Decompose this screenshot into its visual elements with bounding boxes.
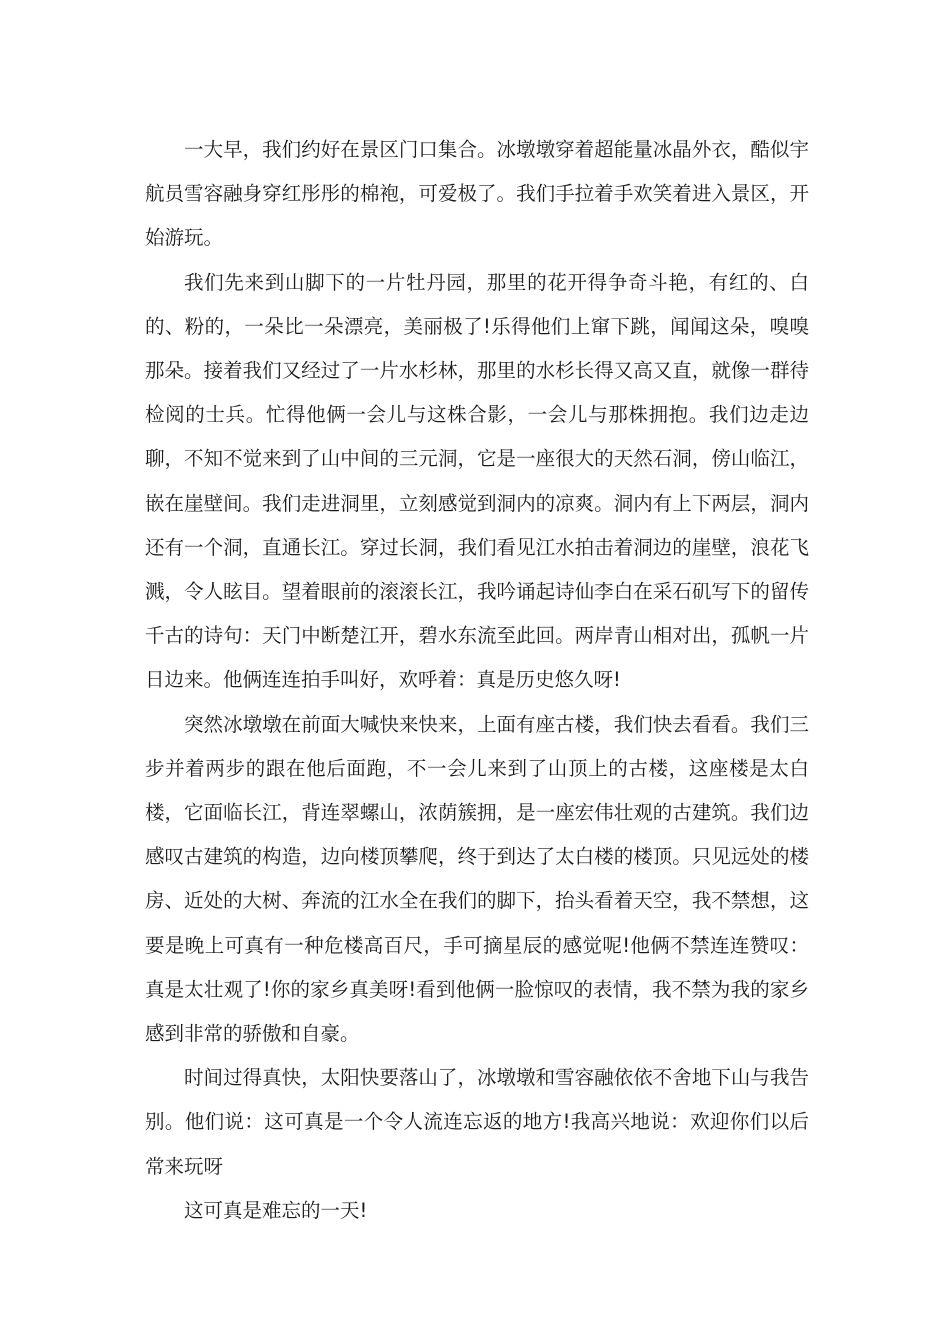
paragraph-1: 一大早，我们约好在景区门口集合。冰墩墩穿着超能量冰晶外衣，酷似宇航员雪容融身穿红彤彤的棉袍，可爱极了。我们手拉着手欢笑着进入景区，开始游玩。 [145, 138, 809, 250]
paragraph-2: 我们先来到山脚下的一片牡丹园，那里的花开得争奇斗艳，有红的、白的、粉的，一朵比一朵漂亮，美丽极了!乐得他们上窜下跳，闻闻这朵，嗅嗅那朵。接着我们又经过了一片水杉林，那里的水杉长得又高又直，就像一群待检阅的士兵。忙得他俩一会儿与这株合影，一会儿与那株拥抱。我们边走边聊，不知不觉来到了山中间的三元洞，它是一座很大的天然石洞，傍山临江，嵌在崖壁间。我们走进洞里，立刻感觉到洞内的凉爽。洞内有上下两层，洞内还有一个洞，直通长江。穿过长洞，我们看见江水拍击着洞边的崖壁，浪花飞溅，令人眩目。望着眼前的滚滚长江，我吟诵起诗仙李白在采石矶写下的留传千古的诗句：天门中断楚江开，碧水东流至此回。两岸青山相对出，孤帆一片日边来。他俩连连拍手叫好，欢呼着：真是历史悠久呀! [145, 270, 809, 692]
paragraph-3: 突然冰墩墩在前面大喊快来快来，上面有座古楼，我们快去看看。我们三步并着两步的跟在他后面跑，不一会儿来到了山顶上的古楼，这座楼是太白楼，它面临长江，背连翠螺山，浓荫簇拥，是一座宏伟壮观的古建筑。我们边感叹古建筑的构造，边向楼顶攀爬，终于到达了太白楼的楼顶。只见远处的楼房、近处的大树、奔流的江水全在我们的脚下，抬头看着天空，我不禁想，这要是晚上可真有一种危楼高百尺，手可摘星辰的感觉呢!他俩不禁连连赞叹：真是太壮观了!你的家乡真美呀!看到他俩一脸惊叹的表情，我不禁为我的家乡感到非常的骄傲和自豪。 [145, 712, 809, 1046]
paragraph-5: 这可真是难忘的一天! [184, 1198, 368, 1222]
document-body [145, 128, 809, 1233]
paragraph-4: 时间过得真快，太阳快要落山了，冰墩墩和雪容融依依不舍地下山与我告别。他们说：这可真是一个令人流连忘返的地方!我高兴地说：欢迎你们以后常来玩呀 [145, 1066, 809, 1178]
